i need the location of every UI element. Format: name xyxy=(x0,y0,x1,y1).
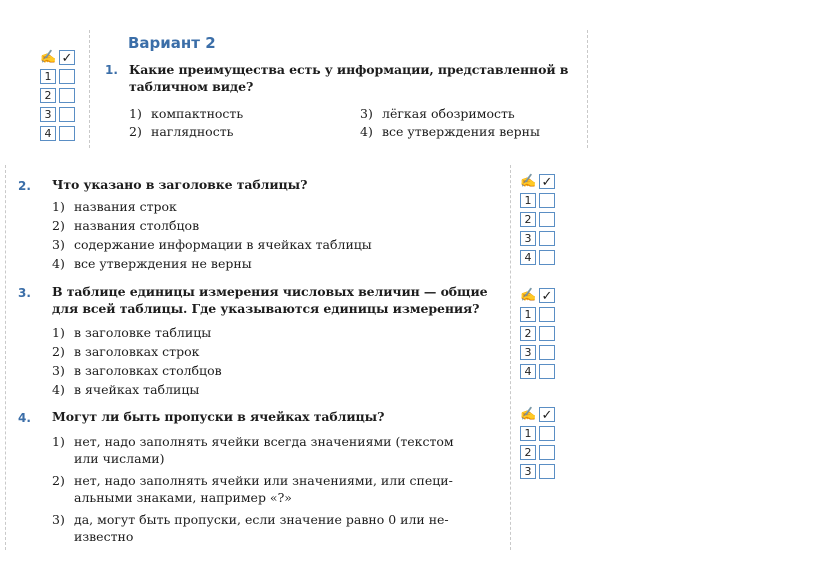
option-text: да, могут быть пропуски, если значение равно 0 или не- xyxy=(74,512,449,527)
question-text: Что указано в заголовке таблицы? xyxy=(52,177,308,192)
answer-number: 1 xyxy=(520,193,536,208)
question-text: Могут ли быть пропуски в ячейках таблицы? xyxy=(52,409,385,424)
answer-number: 2 xyxy=(40,88,56,103)
answer-number: 4 xyxy=(520,250,536,265)
answer-number: 3 xyxy=(520,345,536,360)
option-number: 1) xyxy=(52,199,65,214)
option xyxy=(52,323,211,342)
divider-top-right xyxy=(587,30,588,148)
answer-number: 3 xyxy=(40,107,56,122)
option-text: или числами) xyxy=(74,451,165,466)
option-number: 3) xyxy=(52,512,65,527)
option-text: альными знаками, например «?» xyxy=(74,490,292,505)
answer-box[interactable] xyxy=(539,250,555,265)
option xyxy=(52,197,177,216)
question-number: 3. xyxy=(18,286,31,300)
option-number: 3) xyxy=(360,106,373,121)
question-number: 2. xyxy=(18,179,31,193)
option xyxy=(360,104,515,123)
answer-number: 1 xyxy=(520,307,536,322)
option xyxy=(52,361,222,380)
option-number: 2) xyxy=(129,124,142,139)
answer-box[interactable] xyxy=(539,445,555,460)
option xyxy=(52,342,199,361)
answer-number: 2 xyxy=(520,326,536,341)
option-text: лёгкая обозримость xyxy=(382,106,515,121)
option xyxy=(52,380,199,399)
answer-box[interactable] xyxy=(539,307,555,322)
divider-top-left xyxy=(89,30,90,148)
pen-icon: ✍ xyxy=(520,174,537,189)
question-text-line: Какие преимущества есть у информации, представленной в xyxy=(129,62,569,77)
question-text-line: для всей таблицы. Где указываются единицы измерения? xyxy=(52,301,480,316)
check-icon: ✓ xyxy=(539,407,555,422)
option-number: 2) xyxy=(52,218,65,233)
option-number: 4) xyxy=(52,256,65,271)
answer-box[interactable] xyxy=(539,212,555,227)
question-text xyxy=(52,283,507,317)
answer-box[interactable] xyxy=(539,326,555,341)
answer-box[interactable] xyxy=(539,193,555,208)
answer-box[interactable] xyxy=(59,107,75,122)
variant-title: Вариант 2 xyxy=(128,34,216,52)
pen-icon: ✍ xyxy=(520,407,537,422)
question-text xyxy=(129,61,584,95)
question-text-line: В таблице единицы измерения числовых величин — общие xyxy=(52,284,488,299)
option-text: нет, надо заполнять ячейки всегда значениями (текстом xyxy=(74,434,454,449)
question-text-line: табличном виде? xyxy=(129,79,254,94)
option-text: наглядность xyxy=(151,124,234,139)
answer-box[interactable] xyxy=(539,464,555,479)
check-icon: ✓ xyxy=(539,174,555,189)
answer-box[interactable] xyxy=(59,69,75,84)
option-number: 1) xyxy=(129,106,142,121)
option-text: компактность xyxy=(151,106,244,121)
divider-bottom-right xyxy=(510,165,511,550)
option-text: в ячейках таблицы xyxy=(74,382,200,397)
answer-grid-q1 xyxy=(40,48,78,143)
option-text: названия столбцов xyxy=(74,218,200,233)
option-text: нет, надо заполнять ячейки или значениями, или специ- xyxy=(74,473,453,488)
option-text: все утверждения верны xyxy=(382,124,540,139)
check-icon: ✓ xyxy=(539,288,555,303)
option-text: все утверждения не верны xyxy=(74,256,252,271)
option-text: в заголовке таблицы xyxy=(74,325,212,340)
pen-icon: ✍ xyxy=(40,50,57,65)
option xyxy=(52,511,507,545)
question-number: 4. xyxy=(18,411,31,425)
answer-box[interactable] xyxy=(539,345,555,360)
option-text: содержание информации в ячейках таблицы xyxy=(74,237,372,252)
answer-grid-q4 xyxy=(520,405,558,481)
option xyxy=(129,104,243,123)
option xyxy=(52,235,372,254)
answer-number: 3 xyxy=(520,464,536,479)
option-number: 2) xyxy=(52,344,65,359)
option-number: 3) xyxy=(52,237,65,252)
option xyxy=(52,472,507,506)
option-text: известно xyxy=(74,529,134,544)
question-number: 1. xyxy=(105,63,118,77)
answer-number: 4 xyxy=(40,126,56,141)
answer-box[interactable] xyxy=(539,426,555,441)
option xyxy=(52,254,252,273)
option-number: 4) xyxy=(52,382,65,397)
answer-grid-q3 xyxy=(520,286,558,381)
answer-number: 2 xyxy=(520,445,536,460)
option-number: 1) xyxy=(52,325,65,340)
option-number: 2) xyxy=(52,473,65,488)
option xyxy=(360,122,540,141)
answer-number: 1 xyxy=(520,426,536,441)
option-text: в заголовках строк xyxy=(74,344,200,359)
option xyxy=(52,433,507,467)
divider-bottom-left xyxy=(5,165,6,550)
option xyxy=(52,216,199,235)
option xyxy=(129,122,233,141)
check-icon: ✓ xyxy=(59,50,75,65)
answer-box[interactable] xyxy=(539,364,555,379)
option-number: 1) xyxy=(52,434,65,449)
pen-icon: ✍ xyxy=(520,288,537,303)
answer-box[interactable] xyxy=(539,231,555,246)
answer-number: 1 xyxy=(40,69,56,84)
option-number: 4) xyxy=(360,124,373,139)
answer-box[interactable] xyxy=(59,88,75,103)
option-number: 3) xyxy=(52,363,65,378)
answer-grid-q2 xyxy=(520,172,558,267)
option-text: названия строк xyxy=(74,199,177,214)
answer-number: 4 xyxy=(520,364,536,379)
option-text: в заголовках столбцов xyxy=(74,363,222,378)
answer-number: 2 xyxy=(520,212,536,227)
answer-number: 3 xyxy=(520,231,536,246)
answer-box[interactable] xyxy=(59,126,75,141)
